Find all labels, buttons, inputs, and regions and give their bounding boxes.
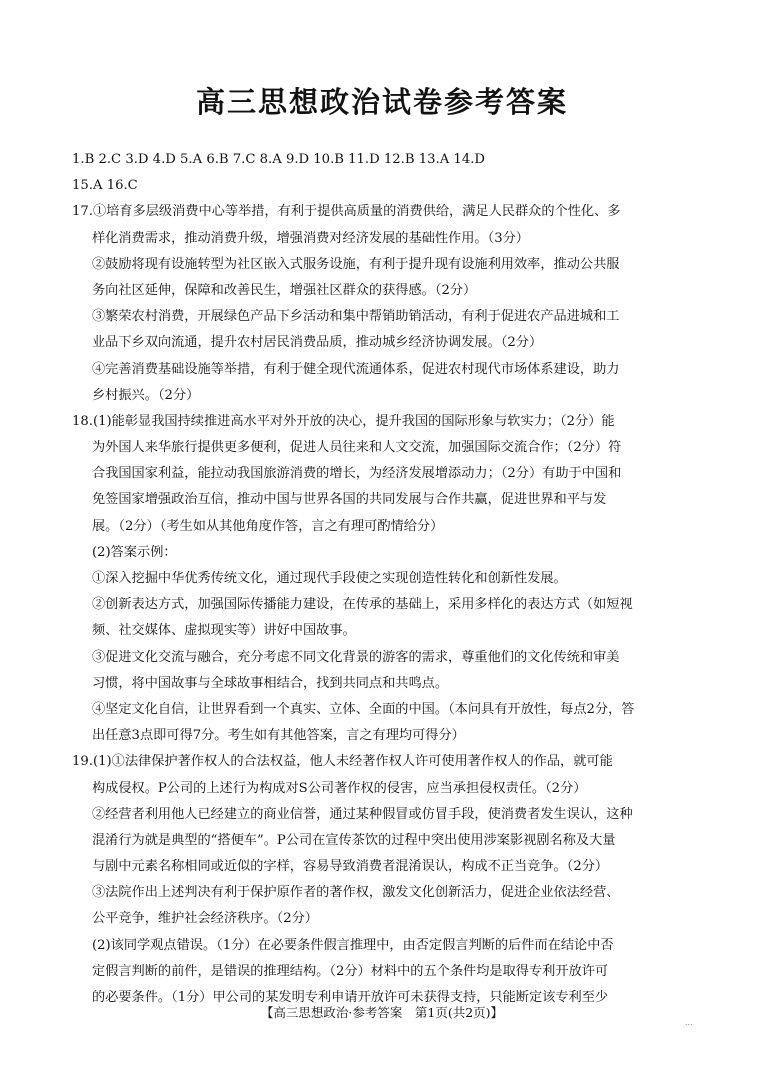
answer-line: (2)答案示例： [92, 544, 177, 560]
answer-line: 1.B 2.C 3.D 4.D 5.A 6.B 7.C 8.A 9.D 10.B 11.D 12.B 13.A 14.D [72, 152, 485, 167]
answer-line: 与剧中元素名称相同或近似的字样，容易导致消费者混淆误认，构成不正当竞争。（2分） [92, 859, 609, 875]
answer-line: 合我国国家利益，能拉动我国旅游消费的增长，为经济发展增添动力；（2分）有助于中国和 [92, 466, 622, 482]
answer-line: 业品下乡双向流通，提升农村居民消费品质，推动城乡经济协调发展。（2分） [92, 335, 543, 351]
answer-line: ④坚定文化自信，让世界看到一个真实、立体、全面的中国。（本问具有开放性，每点2分，答 [92, 701, 635, 717]
answer-line: 样化消费需求，推动消费升级，增强消费对经济发展的基础性作用。（3分） [92, 230, 529, 246]
answer-line: 17.①培育多层级消费中心等举措，有利于提供高质量的消费供给，满足人民群众的个性化、多 [72, 204, 621, 220]
answer-line: 19.(1)①法律保护著作权人的合法权益，他人未经著作权人许可使用著作权人的作品，就可能 [72, 754, 613, 770]
answer-line: 务向社区延伸，保障和改善民生，增强社区群众的获得感。（2分） [92, 282, 477, 298]
answer-line: 构成侵权。P公司的上述行为构成对S公司著作权的侵害，应当承担侵权责任。（2分） [92, 780, 587, 796]
answer-line: ④完善消费基础设施等举措，有利于健全现代流通体系，促进农村现代市场体系建设，助力 [92, 361, 620, 377]
answer-line: ②经营者利用他人已经建立的商业信誉，通过某种假冒或仿冒手段，使消费者发生误认，这种 [92, 806, 633, 822]
answer-line: ③促进文化交流与融合，充分考虑不同文化背景的游客的需求，尊重他们的文化传统和审美 [92, 649, 620, 665]
answer-line: 15.A 16.C [72, 178, 138, 194]
page-title: 高三思想政治试卷参考答案 [195, 85, 568, 119]
answer-line: ②鼓励将现有设施转型为社区嵌入式服务设施，有利于提升现有设施利用效率，推动公共服 [92, 256, 620, 272]
answer-line: (2)该同学观点错误。（1分）在必要条件假言推理中，由否定假言判断的后件而在结论中否 [92, 937, 614, 953]
answer-line: 18.(1)能彰显我国持续推进高水平对外开放的决心，提升我国的国际形象与软实力；（2分）能 [72, 413, 615, 429]
answer-line: 公平竞争，维护社会经济秩序。（2分） [92, 911, 318, 927]
answer-line: ②创新表达方式，加强国际传播能力建设，在传承的基础上，采用多样化的表达方式（如短视 [92, 597, 633, 613]
answer-line: 出任意3点即可得7分。考生如有其他答案，言之有理均可得分） [92, 728, 465, 744]
answer-line: 乡村振兴。（2分） [92, 387, 200, 403]
corner-mark: ... [685, 1018, 693, 1027]
answer-line: ③法院作出上述判决有利于保护原作者的著作权，激发文化创新活力，促进企业依法经营、 [92, 885, 620, 901]
answer-line: 频、社交媒体、虚拟现实等）讲好中国故事。 [92, 623, 356, 639]
answer-body [72, 147, 694, 1011]
answer-line: 混淆行为就是典型的“搭便车”。P公司在宣传茶饮的过程中突出使用涉案影视剧名称及大量 [92, 832, 616, 848]
answer-line: 展。（2分）（考生如从其他角度作答，言之有理可酌情给分） [92, 518, 444, 534]
answer-line: ①深入挖掘中华优秀传统文化，通过现代手段使之实现创造性转化和创新性发展。 [92, 571, 567, 586]
answer-line: 的必要条件。（1分）甲公司的某发明专利申请开放许可未获得支持，只能断定该专利至少 [92, 990, 609, 1005]
answer-line: 习惯，将中国故事与全球故事相结合，找到共同点和共鸣点。 [92, 675, 449, 691]
answer-line: ③繁荣农村消费，开展绿色产品下乡活动和集中帮销助销活动，有利于促进农产品进城和工 [92, 309, 620, 325]
answer-line: 为外国人来华旅行提供更多便利，促进人员往来和人文交流，加强国际交流合作；（2分）符 [92, 440, 622, 456]
answer-line: 定假言判断的前件，是错误的推理结构。（2分）材料中的五个条件均是取得专利开放许可 [92, 963, 609, 979]
answer-line: 免签国家增强政治互信，推动中国与世界各国的共同发展与合作共赢，促进世界和平与发 [92, 492, 607, 508]
page-footer: 【高三思想政治·参考答案 第1页(共2页)】 [260, 1005, 504, 1020]
